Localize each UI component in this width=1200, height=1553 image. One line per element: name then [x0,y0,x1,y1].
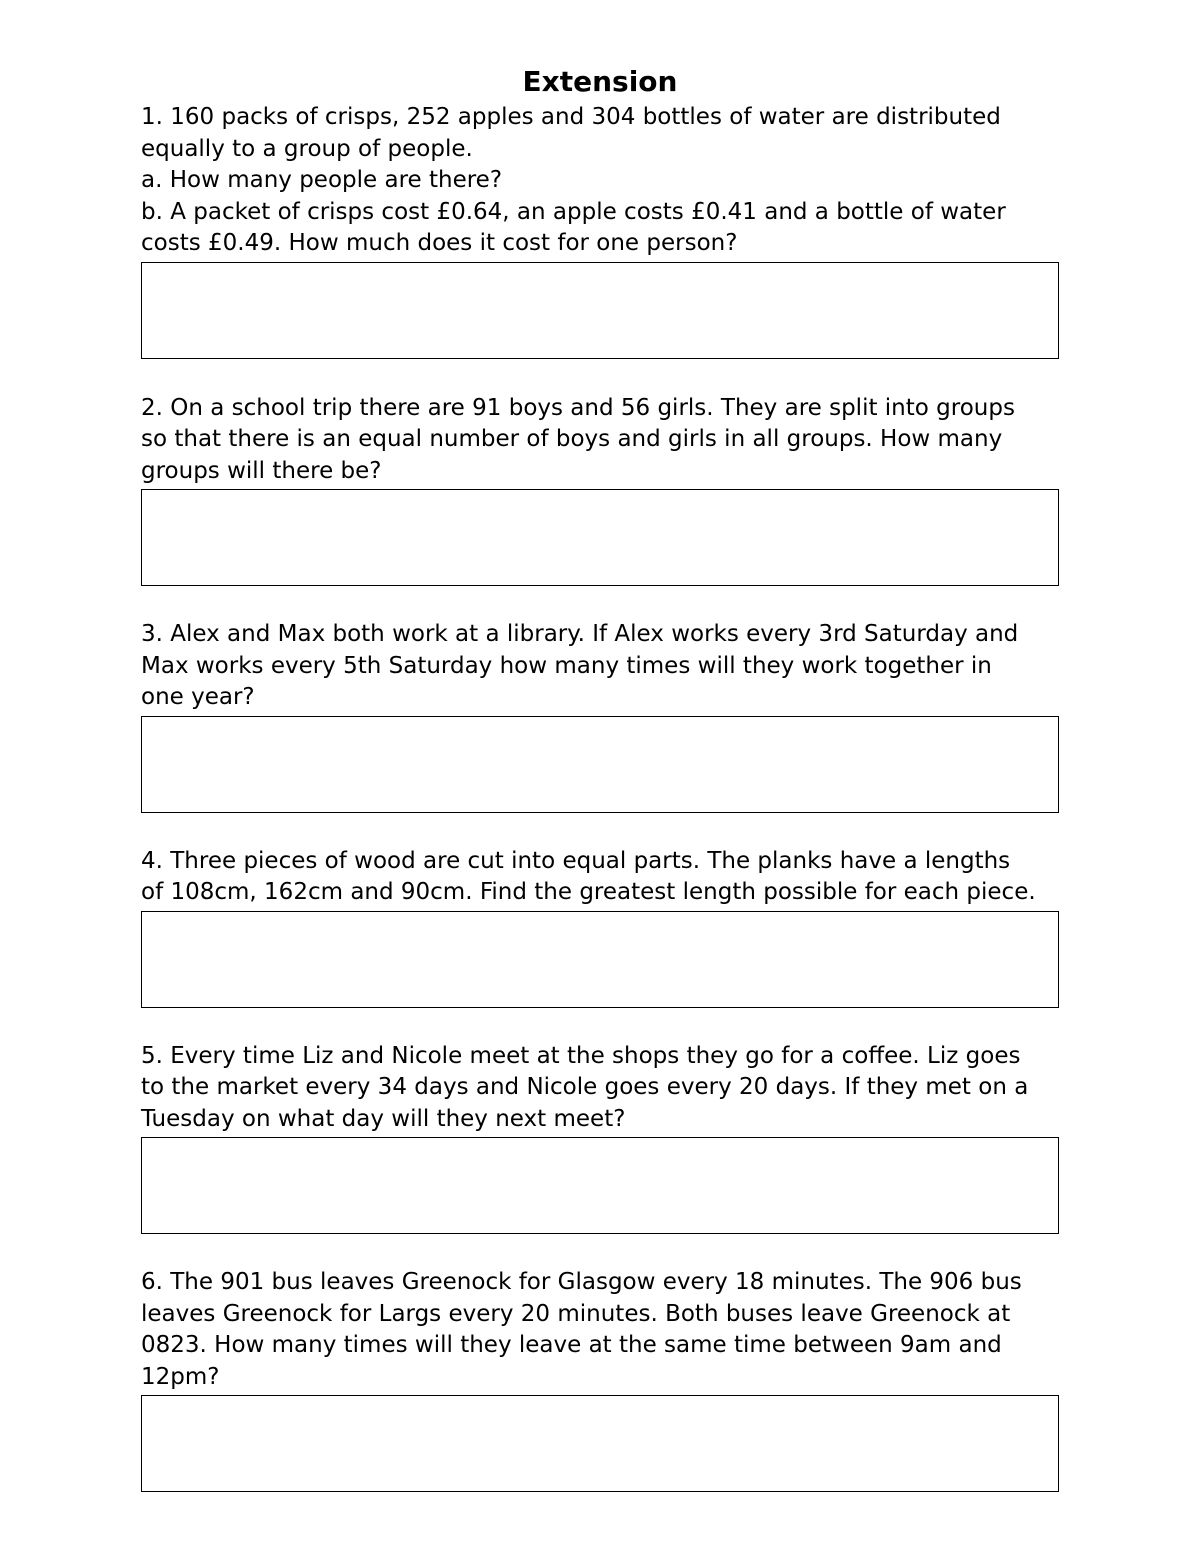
answer-box-2[interactable] [141,489,1059,586]
question-2 [141,393,1059,587]
page-title: Extension [522,65,678,98]
answer-box-5[interactable] [141,1137,1059,1234]
question-1a-text: a. How many people are there? [141,167,503,193]
question-6-line-3: 0823. How many times will they leave at the same time between 9am and [141,1332,1002,1358]
question-4 [141,846,1059,1008]
answer-box-3[interactable] [141,716,1059,813]
question-1 [141,102,1059,359]
question-1-line-2: equally to a group of people. [141,135,473,162]
question-6-line-1: 6. The 901 bus leaves Greenock for Glasgow every 18 minutes. The 906 bus [141,1269,1022,1295]
question-3 [141,619,1059,813]
answer-box-4[interactable] [141,911,1059,1008]
question-5-line-3: Tuesday on what day will they next meet? [141,1105,626,1132]
question-4-line-2: of 108cm, 162cm and 90cm. Find the greatest length possible for each piece. [141,879,1036,905]
question-2-line-2: so that there is an equal number of boys and girls in all groups. How many [141,426,1003,452]
question-1b-line-1: b. A packet of crisps cost £0.64, an apple costs £0.41 and a bottle of water [141,198,1006,225]
worksheet-page [141,62,1059,1492]
question-6-line-4: 12pm? [141,1363,220,1390]
question-2-line-3: groups will there be? [141,457,382,484]
question-5-line-2: to the market every 34 days and Nicole goes every 20 days. If they met on a [141,1074,1029,1100]
question-2-line-1: 2. On a school trip there are 91 boys and 56 girls. They are split into groups [141,394,1015,421]
question-3-line-1: 3. Alex and Max both work at a library. If Alex works every 3rd Saturday and [141,621,1019,647]
question-1-line-1: 1. 160 packs of crisps, 252 apples and 304 bottles of water are distributed [141,104,1001,130]
question-5 [141,1041,1059,1235]
answer-box-6[interactable] [141,1395,1059,1492]
question-5-line-1: 5. Every time Liz and Nicole meet at the shops they go for a coffee. Liz goes [141,1042,1021,1069]
question-6 [141,1267,1059,1492]
question-6-line-2: leaves Greenock for Largs every 20 minutes. Both buses leave Greenock at [141,1300,1011,1327]
question-3-line-3: one year? [141,684,255,710]
question-4-line-1: 4. Three pieces of wood are cut into equal parts. The planks have a lengths [141,847,1011,874]
answer-box-1[interactable] [141,262,1059,359]
question-3-line-2: Max works every 5th Saturday how many times will they work together in [141,652,992,679]
question-1b-line-2: costs £0.49. How much does it cost for one person? [141,230,738,256]
